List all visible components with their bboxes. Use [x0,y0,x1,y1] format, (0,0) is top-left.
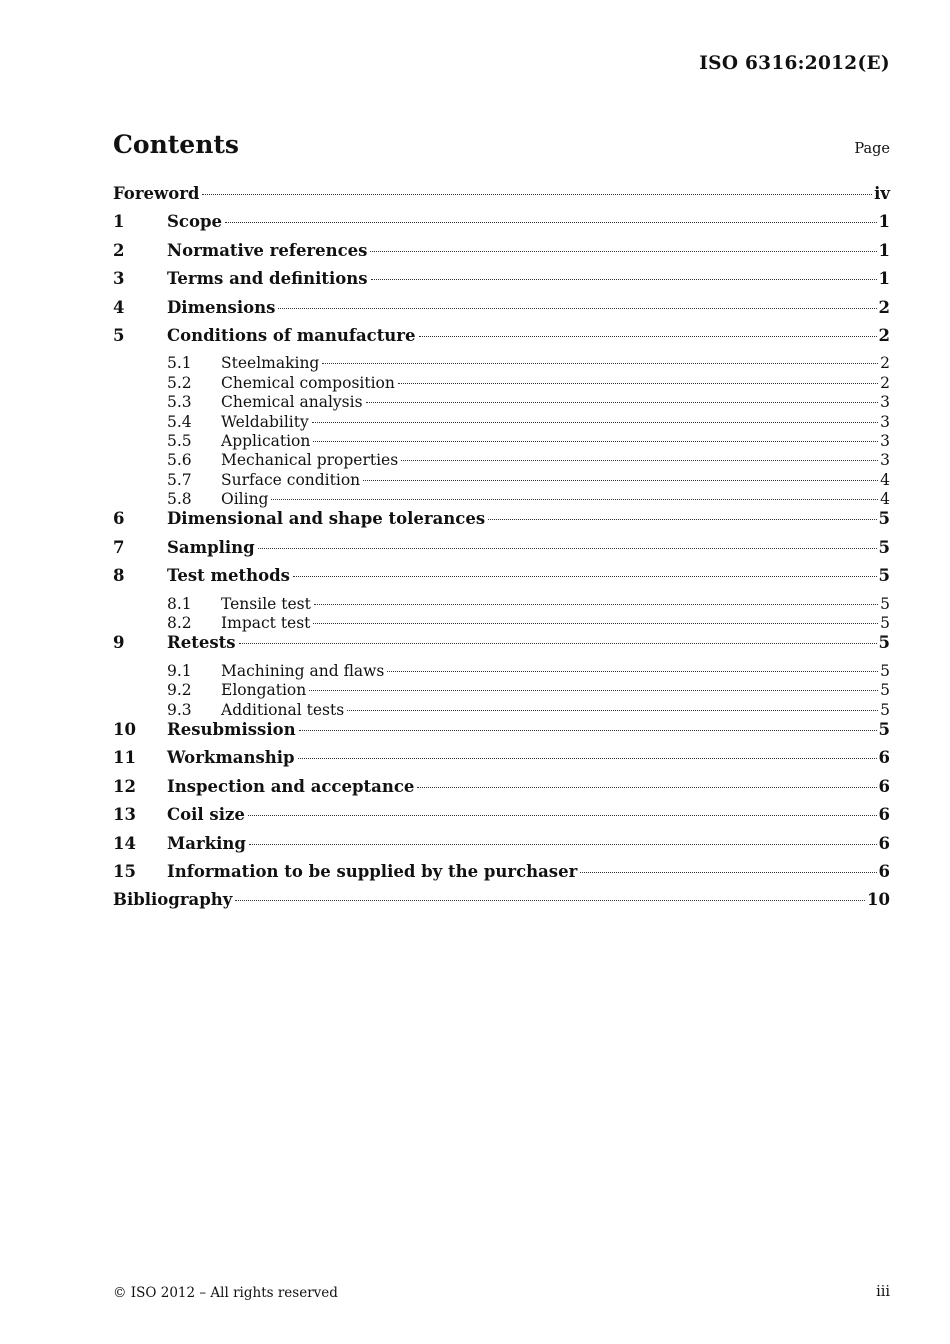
toc-entry[interactable] [113,614,890,633]
toc-entry-page: 2 [880,354,890,373]
toc-entry-page: 4 [880,490,890,509]
toc-entry-number: 8.1 [167,594,192,613]
toc-entry[interactable] [113,413,890,432]
footer-page-number: iii [876,1284,890,1300]
toc-entry[interactable] [113,720,890,748]
toc-entry-number: 5.1 [167,354,192,373]
toc-entry[interactable] [113,595,890,614]
toc-entry-number: 12 [113,776,136,796]
toc-entry-number: 1 [113,212,125,232]
toc-entry[interactable] [113,326,890,354]
toc-entry[interactable] [113,393,890,412]
toc-entry-title: Machining and flaws [221,661,385,680]
toc-entry[interactable] [113,184,890,212]
toc-entry-title: Mechanical properties [221,451,399,470]
toc-entry-number: 14 [113,833,136,853]
toc-entry[interactable] [113,862,890,890]
toc-entry-number: 5.8 [167,490,192,509]
toc-entry-title: Normative references [167,240,368,260]
toc-entry-number: 7 [113,537,125,557]
toc-entry-page: 6 [878,861,890,881]
toc-dot-leader [235,900,865,901]
contents-heading: Contents [113,130,240,159]
toc-entry[interactable] [113,269,890,297]
toc-entry-number: 15 [113,861,136,881]
toc-entry[interactable] [113,471,890,490]
toc-dot-leader [298,758,877,759]
toc-dot-leader [293,576,877,577]
toc-entry[interactable] [113,374,890,393]
toc-entry-number: 11 [113,748,136,768]
toc-entry-title: Dimensional and shape tolerances [167,509,486,529]
toc-entry-page: 5 [880,614,890,633]
toc-dot-leader [248,815,877,816]
toc-entry-title: Chemical analysis [221,393,363,412]
toc-entry[interactable] [113,566,890,594]
toc-entry-page: 6 [878,748,890,768]
toc-entry-number: 2 [113,240,125,260]
toc-dot-leader [278,308,876,309]
toc-dot-leader [371,279,877,280]
toc-entry[interactable] [113,834,890,862]
toc-dot-leader [580,872,876,873]
toc-entry[interactable] [113,451,890,470]
toc-entry-title: Retests [167,633,236,653]
toc-entry-title: Coil size [167,805,245,825]
toc-entry-title: Foreword [113,184,200,203]
toc-entry-page: 5 [880,700,890,719]
toc-entry-page: 3 [880,393,890,412]
toc-dot-leader [249,844,877,845]
toc-dot-leader [363,480,878,481]
toc-entry-page: 3 [880,431,890,450]
toc-entry-number: 5.5 [167,431,192,450]
toc-entry[interactable] [113,212,890,240]
toc-dot-leader [347,710,878,711]
toc-dot-leader [314,604,878,605]
toc-entry[interactable] [113,354,890,373]
toc-entry-page: 5 [878,719,890,739]
toc-entry-number: 5.2 [167,373,192,392]
toc-entry-number: 8 [113,566,125,586]
toc-entry-title: Bibliography [113,890,233,910]
toc-entry[interactable] [113,633,890,661]
toc-entry-page: 1 [878,240,890,260]
toc-entry-page: 5 [878,633,890,653]
toc-entry[interactable] [113,805,890,833]
toc-entry-page: 5 [880,594,890,613]
toc-entry[interactable] [113,662,890,681]
toc-entry[interactable] [113,241,890,269]
toc-entry-title: Oiling [221,490,269,509]
toc-dot-leader [202,194,872,195]
toc-entry-title: Elongation [221,681,307,700]
toc-dot-leader [488,519,876,520]
toc-entry-number: 9.3 [167,700,192,719]
toc-entry-page: 3 [880,451,890,470]
toc-entry-page: 3 [880,412,890,431]
toc-entry-number: 5.7 [167,470,192,489]
toc-entry-title: Surface condition [221,470,361,489]
toc-entry-page: 2 [880,373,890,392]
toc-entry[interactable] [113,701,890,720]
toc-entry-title: Information to be supplied by the purchaser [167,861,578,881]
toc-dot-leader [417,787,876,788]
toc-entry-number: 5.6 [167,451,192,470]
toc-dot-leader [322,363,878,364]
toc-dot-leader [398,383,878,384]
toc-entry-page: 6 [878,776,890,796]
table-of-contents [113,184,890,919]
toc-entry-page: 5 [880,681,890,700]
toc-entry-title: Application [221,431,311,450]
toc-entry-title: Resubmission [167,719,296,739]
toc-entry-title: Dimensions [167,297,276,317]
toc-dot-leader [258,548,877,549]
toc-entry-number: 9 [113,633,125,653]
toc-entry-title: Tensile test [221,594,311,613]
toc-entry-title: Scope [167,212,223,232]
toc-entry[interactable] [113,490,890,509]
toc-entry-title: Chemical composition [221,373,395,392]
toc-dot-leader [309,690,878,691]
toc-entry-number: 4 [113,297,125,317]
toc-entry-title: Marking [167,833,246,853]
toc-entry-title: Weldability [221,412,309,431]
toc-dot-leader [419,336,877,337]
toc-entry-title: Steelmaking [221,354,320,373]
toc-entry-page: 6 [878,805,890,825]
toc-dot-leader [225,222,877,223]
toc-entry-number: 5 [113,325,125,345]
toc-dot-leader [313,441,878,442]
toc-entry-page: 2 [878,325,890,345]
toc-entry-page: 4 [880,470,890,489]
footer-copyright: © ISO 2012 – All rights reserved [113,1285,338,1301]
toc-entry-number: 9.1 [167,661,192,680]
toc-dot-leader [312,422,878,423]
toc-dot-leader [299,730,877,731]
toc-entry-title: Conditions of manufacture [167,325,416,345]
toc-entry-page: 6 [878,833,890,853]
toc-entry-title: Sampling [167,537,255,557]
toc-entry-number: 13 [113,805,136,825]
toc-entry[interactable] [113,681,890,700]
toc-entry-number: 8.2 [167,614,192,633]
toc-dot-leader [239,643,877,644]
toc-entry-page: 5 [880,661,890,680]
toc-entry-number: 5.3 [167,393,192,412]
toc-entry[interactable] [113,777,890,805]
toc-dot-leader [313,623,878,624]
toc-entry-page: 1 [878,212,890,232]
toc-entry-number: 5.4 [167,412,192,431]
toc-entry[interactable] [113,890,890,918]
toc-entry-page: 5 [878,566,890,586]
toc-entry[interactable] [113,509,890,537]
toc-entry-title: Test methods [167,566,290,586]
toc-entry-number: 10 [113,719,136,739]
toc-entry-number: 6 [113,509,125,529]
toc-dot-leader [370,251,876,252]
toc-entry-page: iv [874,184,890,203]
toc-dot-leader [387,671,878,672]
document-code: ISO 6316:2012(E) [699,53,890,74]
toc-entry[interactable] [113,748,890,776]
toc-entry-title: Workmanship [167,748,295,768]
toc-entry-number: 3 [113,269,125,289]
toc-entry[interactable] [113,538,890,566]
page-column-label: Page [854,141,890,157]
toc-dot-leader [401,460,878,461]
toc-entry-page: 10 [867,890,890,910]
toc-entry-page: 5 [878,509,890,529]
toc-entry-title: Terms and definitions [167,269,368,289]
toc-entry-title: Impact test [221,614,311,633]
toc-entry[interactable] [113,432,890,451]
toc-entry-number: 9.2 [167,681,192,700]
toc-entry[interactable] [113,298,890,326]
toc-entry-title: Additional tests [221,700,345,719]
toc-entry-page: 1 [878,269,890,289]
toc-dot-leader [271,499,878,500]
toc-entry-page: 5 [878,537,890,557]
toc-entry-title: Inspection and acceptance [167,776,415,796]
toc-dot-leader [366,402,879,403]
toc-entry-page: 2 [878,297,890,317]
